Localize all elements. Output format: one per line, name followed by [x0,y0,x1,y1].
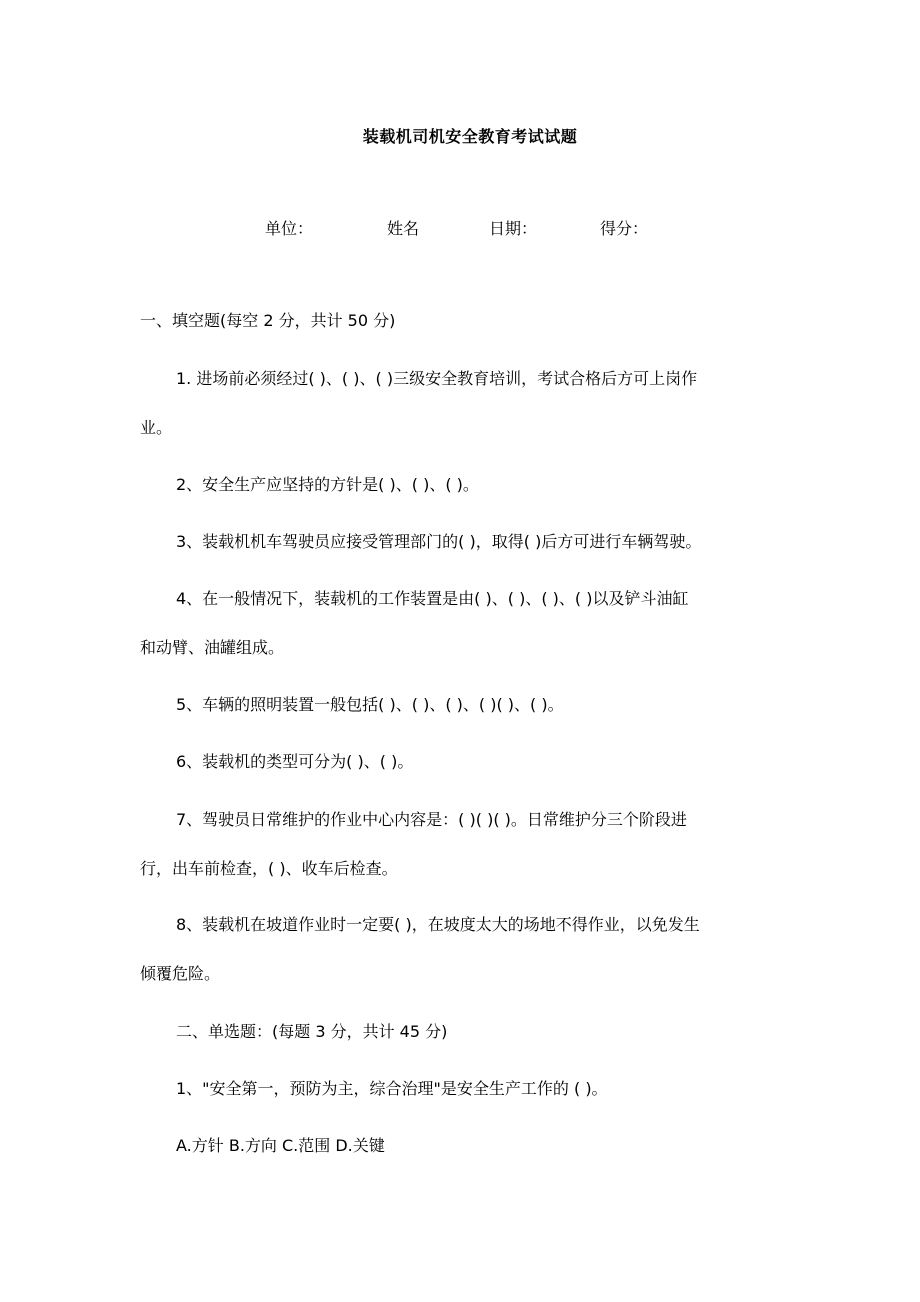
question-3: 3、装载机机车驾驶员应接受管理部门的( )，取得( )后方可进行车辆驾驶。 [176,532,702,551]
question-1-line-2: 业。 [140,418,173,437]
question-5: 5、车辆的照明装置一般包括( )、( )、( )、( )( )、( )。 [176,695,564,714]
question-6: 6、装载机的类型可分为( )、( )。 [176,752,414,771]
section1-heading: 一、填空题(每空 2 分，共计 50 分) [140,311,396,330]
exam-title: 装载机司机安全教育考试试题 [362,127,578,146]
unit-label: 单位： [265,219,314,238]
date-label: 日期： [489,219,538,238]
question-7-line-2: 行，出车前检查，( )、收车后检查。 [140,859,398,878]
question-7-line-1: 7、驾驶员日常维护的作业中心内容是：( )( )( )。日常维护分三个阶段进 [176,810,687,829]
question-4-line-1: 4、在一般情况下，装载机的工作装置是由( )、( )、( )、( )以及铲斗油缸 [176,589,689,608]
question-8-line-1: 8、装载机在坡道作业时一定要( )，在坡度太大的场地不得作业，以免发生 [176,915,700,934]
single-choice-question-1: 1、"安全第一，预防为主，综合治理"是安全生产工作的 ( )。 [176,1079,608,1098]
single-choice-question-1-options: A.方针 B.方向 C.范围 D.关键 [176,1136,385,1155]
score-label: 得分： [600,219,649,238]
question-4-line-2: 和动臂、油罐组成。 [140,638,285,657]
question-8-line-2: 倾覆危险。 [140,964,221,983]
section2-heading: 二、单选题：(每题 3 分，共计 45 分) [176,1022,448,1041]
name-label: 姓名 [387,219,420,238]
exam-info-row [0,216,920,240]
question-2: 2、安全生产应坚持的方针是( )、( )、( )。 [176,475,479,494]
question-1-line-1: 1. 进场前必须经过( )、( )、( )三级安全教育培训，考试合格后方可上岗作 [176,369,698,388]
